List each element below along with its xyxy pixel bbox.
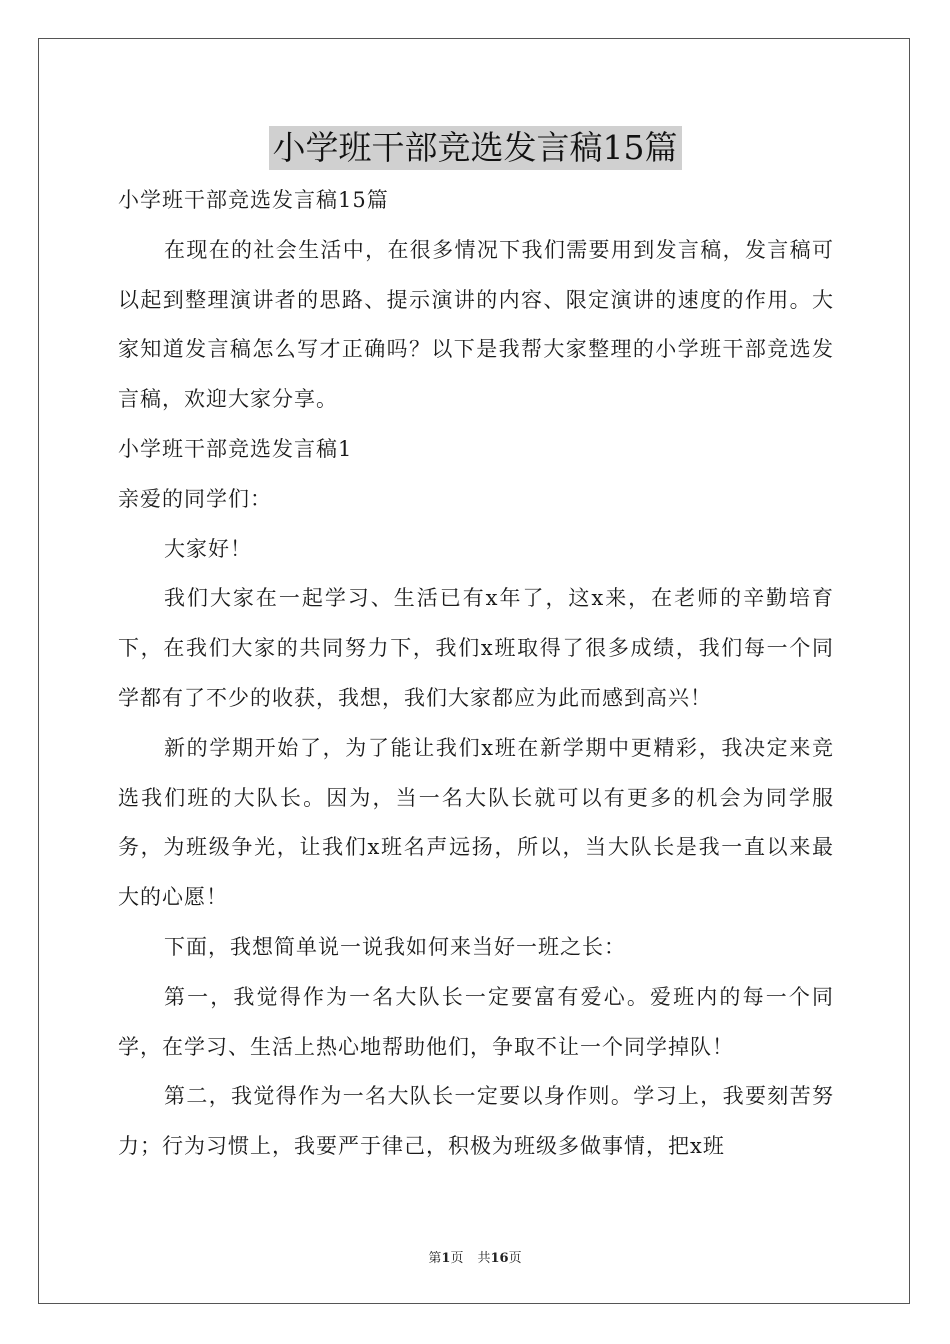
page-unit: 页 [450,1251,464,1266]
page-current: 1 [441,1251,451,1266]
total-prefix: 共 [477,1251,491,1266]
document-title: 小学班干部竞选发言稿15篇 [269,126,682,170]
paragraph: 小学班干部竞选发言稿1 [118,436,353,461]
title-container [0,126,950,170]
paragraph: 第一，我觉得作为一名大队长一定要富有爱心。爱班内的每一个同学，在学习、生活上热心地帮助他们，争取不让一个同学掉队！ [118,984,834,1059]
document-body [118,176,834,1172]
paragraph: 大家好！ [164,536,252,561]
paragraph: 下面，我想简单说一说我如何来当好一班之长： [164,934,626,959]
page-footer [0,1247,950,1266]
paragraph: 第二，我觉得作为一名大队长一定要以身作则。学习上，我要刻苦努力；行为习惯上，我要严于律己，积极为班级多做事情，把x班 [118,1084,834,1159]
paragraph: 小学班干部竞选发言稿15篇 [118,188,389,212]
paragraph: 我们大家在一起学习、生活已有x年了，这x来，在老师的辛勤培育下，在我们大家的共同努力下，我们x班取得了很多成绩，我们每一个同学都有了不少的收获，我想，我们大家都应为此而感到高兴！ [118,586,834,710]
paragraph: 在现在的社会生活中，在很多情况下我们需要用到发言稿，发言稿可以起到整理演讲者的思路、提示演讲的内容、限定演讲的速度的作用。大家知道发言稿怎么写才正确吗？以下是我帮大家整理的小学班干部竞选发言稿，欢迎大家分享。 [118,237,834,412]
paragraph: 新的学期开始了，为了能让我们x班在新学期中更精彩，我决定来竞选我们班的大队长。因为，当一名大队长就可以有更多的机会为同学服务，为班级争光，让我们x班名声远扬，所以，当大队长是我一直以来最大的心愿！ [118,735,834,910]
paragraph: 亲爱的同学们： [118,486,272,511]
page-prefix: 第 [428,1251,442,1266]
page-total: 16 [490,1251,509,1266]
total-unit: 页 [508,1251,522,1266]
